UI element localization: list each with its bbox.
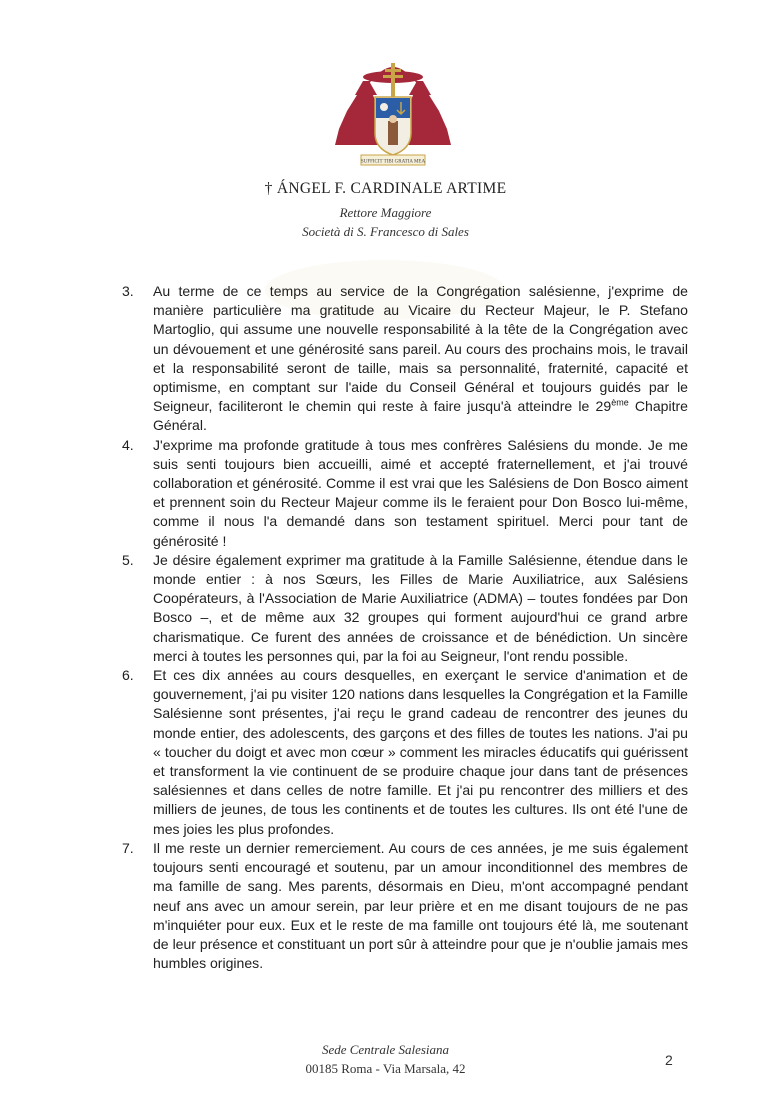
list-item [122, 551, 688, 666]
cardinal-name: † ÁNGEL F. CARDINALE ARTIME [264, 180, 507, 197]
list-item [122, 436, 688, 551]
item-number: 3. [122, 283, 134, 299]
page-number: 2 [665, 1052, 673, 1068]
footer-address: 00185 Roma - Via Marsala, 42 [305, 1061, 466, 1076]
paragraph-text: Je désire également exprimer ma gratitude à la Famille Salésienne, étendue dans le monde entier : à nos Sœurs, les Filles de Marie Auxiliatrice, aux Salésiens Coopérateurs, à l'Association de Marie Auxiliatrice (ADMA) – toutes fondées par Don Bosco –, et de même aux 32 groupes qui forment aujourd'hui ce grand arbre charismatique. Ce furent des années de croissance et de bénédiction. Un sincère merci à toutes les personnes qui, par la foi au Seigneur, l'ont rendu possible. [153, 551, 688, 664]
rector-title: Rettore Maggiore [339, 205, 432, 220]
list-item [122, 666, 688, 839]
footer-headquarters: Sede Centrale Salesiana [321, 1042, 450, 1057]
paragraph-text: J'exprime ma profonde gratitude à tous mes confrères Salésiens du monde. Je me suis senti toujours bien accueilli, aimé et accepté fraternellement, et j'ai trouvé collaboration et générosité. Comme il est vrai que les Salésiens de Don Bosco aiment et prennent soin du Recteur Majeur comme ils le feraient pour Don Bosco lui-même, comme il nous l'a demandé dans son testament spirituel. Merci pour tant de générosité ! [153, 436, 688, 549]
superscript: ème [611, 397, 629, 408]
paragraph-text: Il me reste un dernier remerciement. Au cours de ces années, je me suis également toujours senti encouragé et soutenu, par un amour inconditionnel des membres de ma famille de sang. Mes parents, désormais en Dieu, m'ont accompagné pendant neuf ans avec un amour serein, par leur prière et en me disant toujours de ne pas m'inquiéter pour eux. Eux et le reste de ma famille ont toujours été là, me soutenant de leur présence et constituant un port sûr à atteindre pour que je n'oublie jamais mes humbles origines. [153, 839, 688, 972]
paragraph-text: Au terme de ce temps au service de la Congrégation salésienne, j'exprime de manière particulière ma gratitude au Vicaire du Recteur Majeur, le P. Stefano Martoglio, qui assume une nouvelle responsabilité à la tête de la Congrégation avec un dévouement et une générosité sans pareil. Au cours des prochains mois, le travail et la responsabilité seront de taille, mais sa personnalité, fraternité, capacité et optimisme, en comptant sur l'aide du Conseil Général et toujours guidés par le Seigneur, faciliteront le chemin qui reste à faire jusqu'à atteindre le 29ème Chapitre Général. [153, 283, 688, 434]
letter-body [122, 282, 688, 973]
paragraph-text: Et ces dix années au cours desquelles, en exerçant le service d'animation et de gouvernement, j'ai pu visiter 120 nations dans lesquelles la Congrégation et la Famille Salésienne sont présentes, j'ai reçu le grand cadeau de rencontrer des jeunes du monde entier, des adolescents, des garçons et des filles de toutes les nations. J'ai pu « toucher du doigt et avec mon cœur » comment les miracles éducatifs qui guérissent et transforment la vie continuent de se produire chaque jour dans tant de présences salésiennes et dans celles de notre famille. Et j'ai pu rencontrer des milliers et des milliers de jeunes, de tous les continents et de toutes les cultures. Ils ont été l'une de mes joies les plus profondes. [153, 667, 688, 837]
list-item [122, 839, 688, 973]
item-number: 7. [122, 839, 134, 856]
society-name: Società di S. Francesco di Sales [302, 224, 469, 239]
item-number: 5. [122, 551, 134, 568]
list-item [122, 282, 688, 436]
item-number: 4. [122, 436, 134, 453]
item-number: 6. [122, 667, 134, 684]
coat-of-arms-crest [333, 55, 453, 167]
svg-text:SUFFICIT TIBI GRATIA MEA: SUFFICIT TIBI GRATIA MEA [360, 159, 426, 165]
